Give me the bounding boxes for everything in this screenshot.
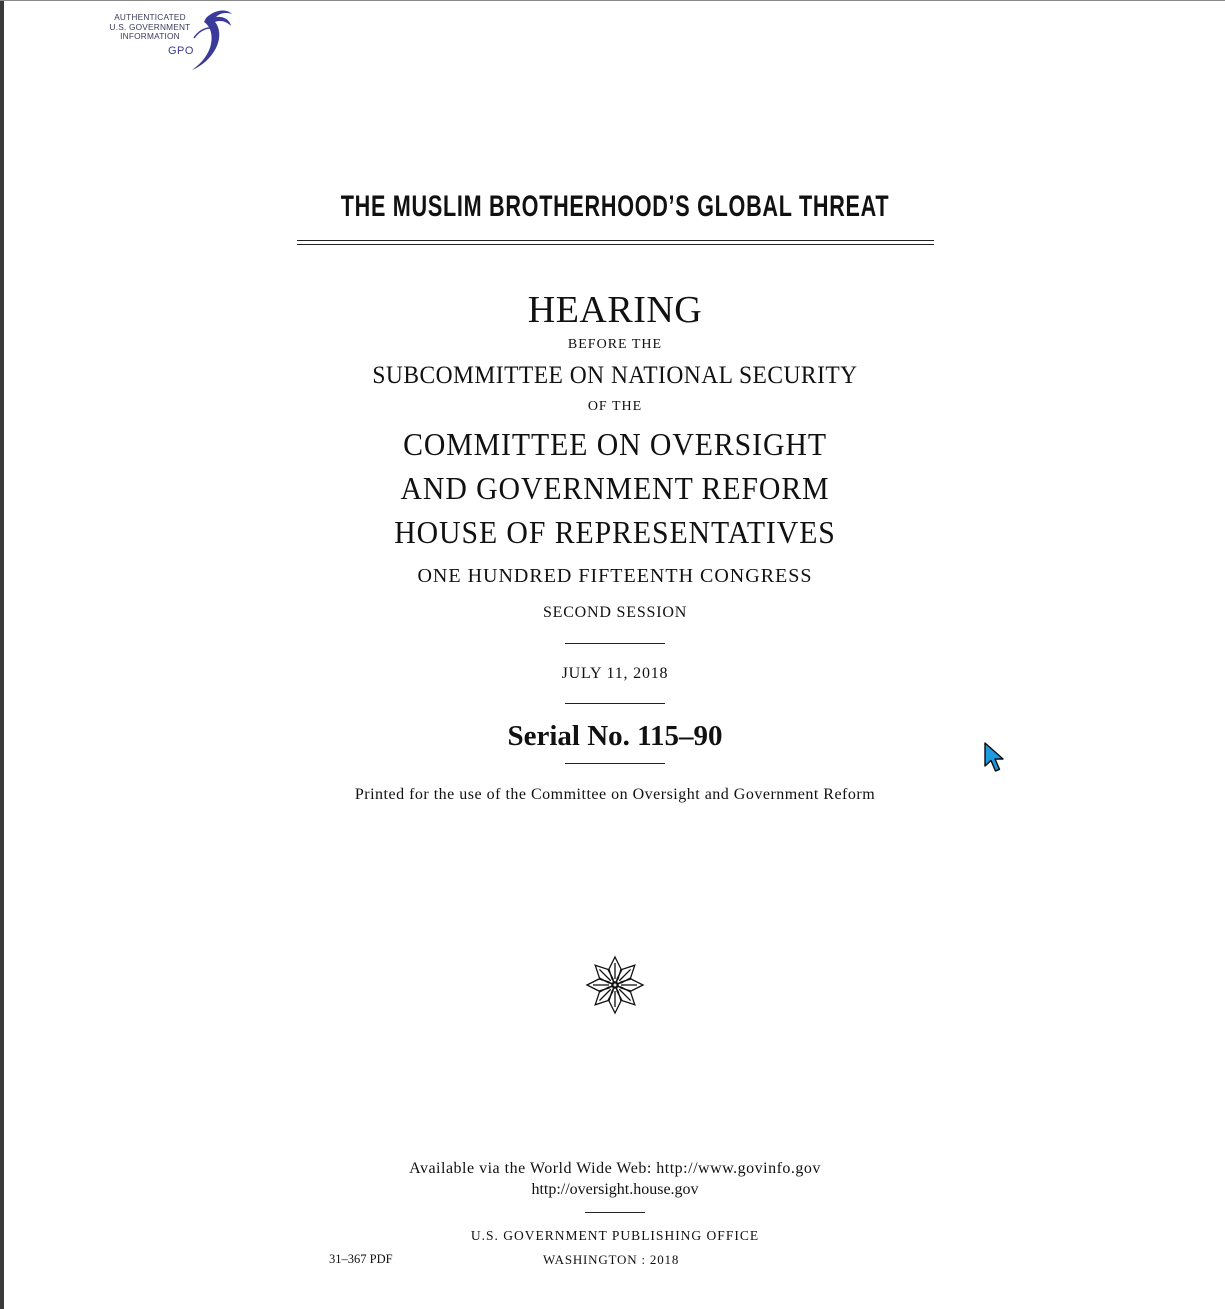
divider-rule xyxy=(565,763,665,764)
gpo-eagle-icon xyxy=(184,8,236,74)
seal-line-1: AUTHENTICATED xyxy=(114,12,186,22)
jacket-number: 31–367 PDF xyxy=(329,1252,393,1266)
title-rule-bottom xyxy=(297,244,934,245)
seal-line-3: INFORMATION xyxy=(120,31,180,42)
serial-number: Serial No. 115–90 xyxy=(507,720,723,752)
before-the-label: BEFORE THE xyxy=(567,337,663,352)
footer-rule xyxy=(585,1212,645,1213)
gpo-authentication-seal xyxy=(102,8,237,74)
publishing-office: U.S. GOVERNMENT PUBLISHING OFFICE xyxy=(470,1228,760,1243)
oversight-url: http://oversight.house.gov xyxy=(531,1181,699,1198)
committee-line-2: AND GOVERNMENT REFORM xyxy=(400,470,830,506)
hearing-date: JULY 11, 2018 xyxy=(561,665,669,682)
publication-place-year: WASHINGTON : 2018 xyxy=(543,1252,680,1267)
session-label: SECOND SESSION xyxy=(542,604,688,621)
of-the-label: OF THE xyxy=(587,399,643,414)
hearing-heading: HEARING xyxy=(527,289,703,331)
printed-for-note: Printed for the use of the Committee on Oversight and Government Reform xyxy=(354,786,876,803)
viewer-left-border xyxy=(0,0,4,1309)
viewer-top-border xyxy=(0,0,1225,1)
mouse-pointer-icon xyxy=(983,742,1007,774)
divider-rule xyxy=(565,703,665,704)
seal-line-2: U.S. GOVERNMENT xyxy=(109,21,191,32)
congress-label: ONE HUNDRED FIFTEENTH CONGRESS xyxy=(417,565,813,587)
title-rule-top xyxy=(297,240,934,241)
availability-note: Available via the World Wide Web: http://www.govinfo.gov xyxy=(409,1160,821,1177)
subcommittee-name: SUBCOMMITTEE ON NATIONAL SECURITY xyxy=(372,362,858,389)
seal-gpo-mark: GPO xyxy=(168,45,194,57)
committee-line-3: HOUSE OF REPRESENTATIVES xyxy=(394,514,836,550)
committee-line-1: COMMITTEE ON OVERSIGHT xyxy=(403,426,827,462)
document-title: THE MUSLIM BROTHERHOOD’S GLOBAL THREAT xyxy=(340,190,890,223)
divider-rule xyxy=(565,643,665,644)
seal-ornament-icon xyxy=(583,953,647,1017)
